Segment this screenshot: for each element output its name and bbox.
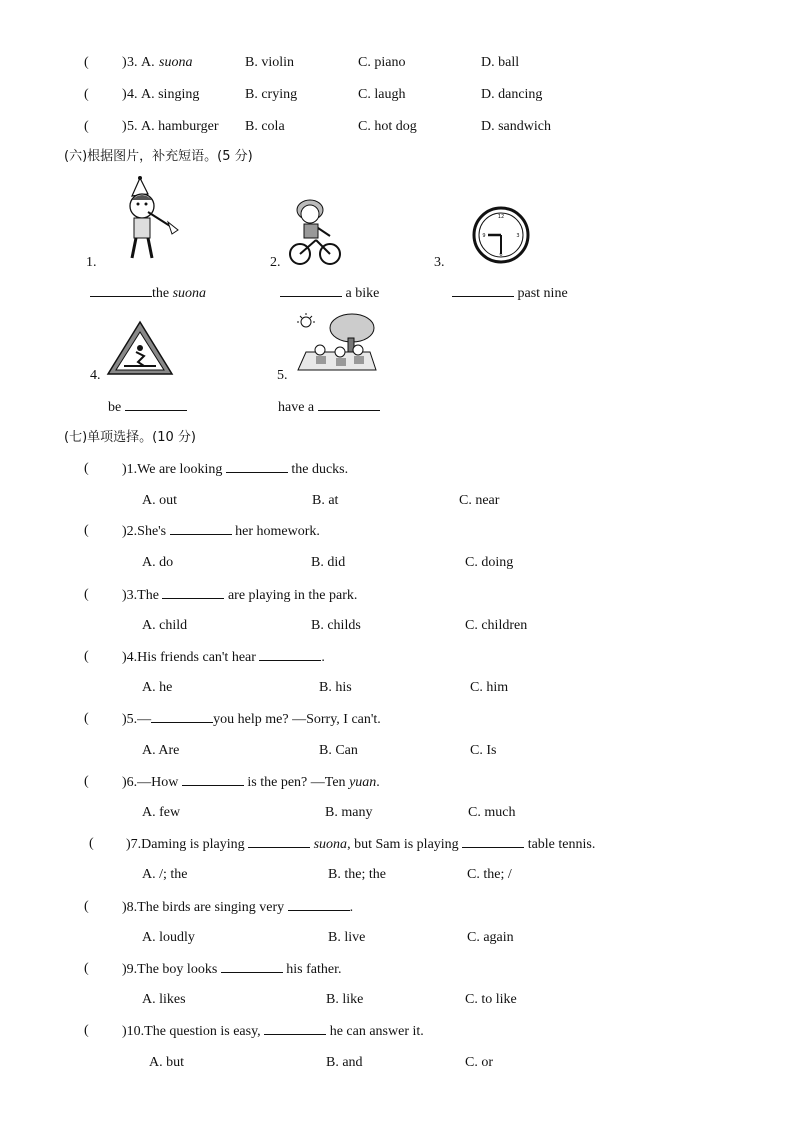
question-stem: )5.— you help me? —Sorry, I can't. <box>122 712 381 727</box>
phrase-2: a bike <box>280 284 379 303</box>
question-stem: )4.His friends can't hear . <box>122 650 325 665</box>
option-a: A. out <box>142 493 177 508</box>
option-c: C. laugh <box>358 87 406 102</box>
q-num: ) <box>122 119 127 134</box>
option-b: B. violin <box>245 55 295 70</box>
blank[interactable] <box>226 460 288 473</box>
blank[interactable] <box>125 398 187 411</box>
option-b: B. childs <box>311 618 361 633</box>
question-stem: )10.The question is easy, he can answer it. <box>122 1024 424 1039</box>
question-stem: )2.She's her homework. <box>122 524 320 539</box>
option-d: D. sandwich <box>481 119 551 134</box>
option-a: A. he <box>142 680 173 695</box>
answer-paren[interactable]: ( <box>84 711 89 726</box>
option-c: C. to like <box>465 992 517 1007</box>
option-d: D. ball <box>481 55 520 70</box>
option-a: A. /; the <box>142 867 188 882</box>
item-num: 2. <box>270 255 281 270</box>
option-a: A. <box>141 55 155 70</box>
item-num: 1. <box>86 255 97 270</box>
svg-text:12: 12 <box>497 214 505 220</box>
blank[interactable] <box>248 835 310 848</box>
q-num: 4. <box>127 87 138 102</box>
option-a: A. few <box>142 805 181 820</box>
picnic-picture <box>296 312 378 374</box>
blank[interactable] <box>182 773 244 786</box>
section6-heading: (六)根据图片，补充短语。(5 分) <box>64 149 253 164</box>
answer-paren[interactable]: ( <box>84 55 89 70</box>
q-num: 5. <box>127 119 138 134</box>
phrase-3: past nine <box>452 284 568 303</box>
answer-paren[interactable]: ( <box>84 119 89 134</box>
option-c: C. doing <box>465 555 514 570</box>
option-b: B. many <box>325 805 373 820</box>
option-b: B. Can <box>319 743 358 758</box>
answer-paren[interactable]: ( <box>84 1023 89 1038</box>
svg-text:9: 9 <box>482 233 486 239</box>
svg-text:3: 3 <box>516 233 520 239</box>
option-a: A. but <box>149 1055 184 1070</box>
option-c: C. Is <box>470 743 497 758</box>
blank[interactable] <box>259 648 321 661</box>
option-c: C. him <box>470 680 509 695</box>
option-b: B. did <box>311 555 346 570</box>
item-num: 5. <box>277 368 288 383</box>
item-num: 4. <box>90 368 101 383</box>
option-a: A. hamburger <box>141 119 219 134</box>
option-b: B. live <box>328 930 366 945</box>
option-c: C. piano <box>358 55 406 70</box>
option-c: C. much <box>468 805 516 820</box>
option-b: B. at <box>312 493 339 508</box>
phrase-1: the suona <box>90 284 206 303</box>
option-c: C. the; / <box>467 867 512 882</box>
option-b: B. his <box>319 680 352 695</box>
option-a: A. Are <box>142 743 180 758</box>
blank[interactable] <box>462 835 524 848</box>
warning-sign-picture <box>106 318 174 378</box>
answer-paren[interactable]: ( <box>84 523 89 538</box>
option-a: A. child <box>142 618 188 633</box>
option-c: C. children <box>465 618 528 633</box>
phrase-5: have a <box>278 398 380 417</box>
blank[interactable] <box>221 960 283 973</box>
blank[interactable] <box>90 284 152 297</box>
section7-heading: (七)单项选择。(10 分) <box>64 430 196 445</box>
blank[interactable] <box>264 1022 326 1035</box>
answer-paren[interactable]: ( <box>84 961 89 976</box>
blank[interactable] <box>288 898 350 911</box>
option-b: B. and <box>326 1055 363 1070</box>
item-num: 3. <box>434 255 445 270</box>
option-b: B. cola <box>245 119 285 134</box>
question-stem: )9.The boy looks his father. <box>122 962 342 977</box>
svg-text:6: 6 <box>499 252 503 258</box>
blank[interactable] <box>162 586 224 599</box>
option-c: C. again <box>467 930 514 945</box>
question-stem: )7.Daming is playing suona, but Sam is playing table tennis. <box>126 837 596 852</box>
answer-paren[interactable]: ( <box>84 899 89 914</box>
blank[interactable] <box>318 398 380 411</box>
option-d: D. dancing <box>481 87 543 102</box>
question-stem: )1.We are looking the ducks. <box>122 462 349 477</box>
option-b: B. like <box>326 992 364 1007</box>
option-a: A. likes <box>142 992 186 1007</box>
option-a: A. do <box>142 555 174 570</box>
blank[interactable] <box>170 522 232 535</box>
option-b: B. crying <box>245 87 298 102</box>
option-b: B. the; the <box>328 867 386 882</box>
question-stem: )6.—How is the pen? —Ten yuan. <box>122 775 380 790</box>
question-stem: )3.The are playing in the park. <box>122 588 358 603</box>
clock-picture <box>472 206 530 264</box>
phrase-4: be <box>108 398 187 417</box>
blank[interactable] <box>151 710 213 723</box>
option-c: C. or <box>465 1055 493 1070</box>
answer-paren[interactable]: ( <box>84 774 89 789</box>
option-a: A. singing <box>141 87 200 102</box>
answer-paren[interactable]: ( <box>84 649 89 664</box>
question-stem: )8.The birds are singing very . <box>122 900 354 915</box>
answer-paren[interactable]: ( <box>84 461 89 476</box>
kid-bike-picture <box>288 196 344 268</box>
answer-paren[interactable]: ( <box>89 836 94 851</box>
blank[interactable] <box>280 284 342 297</box>
option-a: A. loudly <box>142 930 195 945</box>
q-num: 3. <box>127 55 138 70</box>
answer-paren[interactable]: ( <box>84 87 89 102</box>
q-num: ) <box>122 55 127 70</box>
option-a-word: suona <box>159 55 193 70</box>
q-num: ) <box>122 87 127 102</box>
option-c: C. hot dog <box>358 119 417 134</box>
boy-suona-picture <box>118 174 180 262</box>
answer-paren[interactable]: ( <box>84 587 89 602</box>
blank[interactable] <box>452 284 514 297</box>
option-c: C. near <box>459 493 500 508</box>
